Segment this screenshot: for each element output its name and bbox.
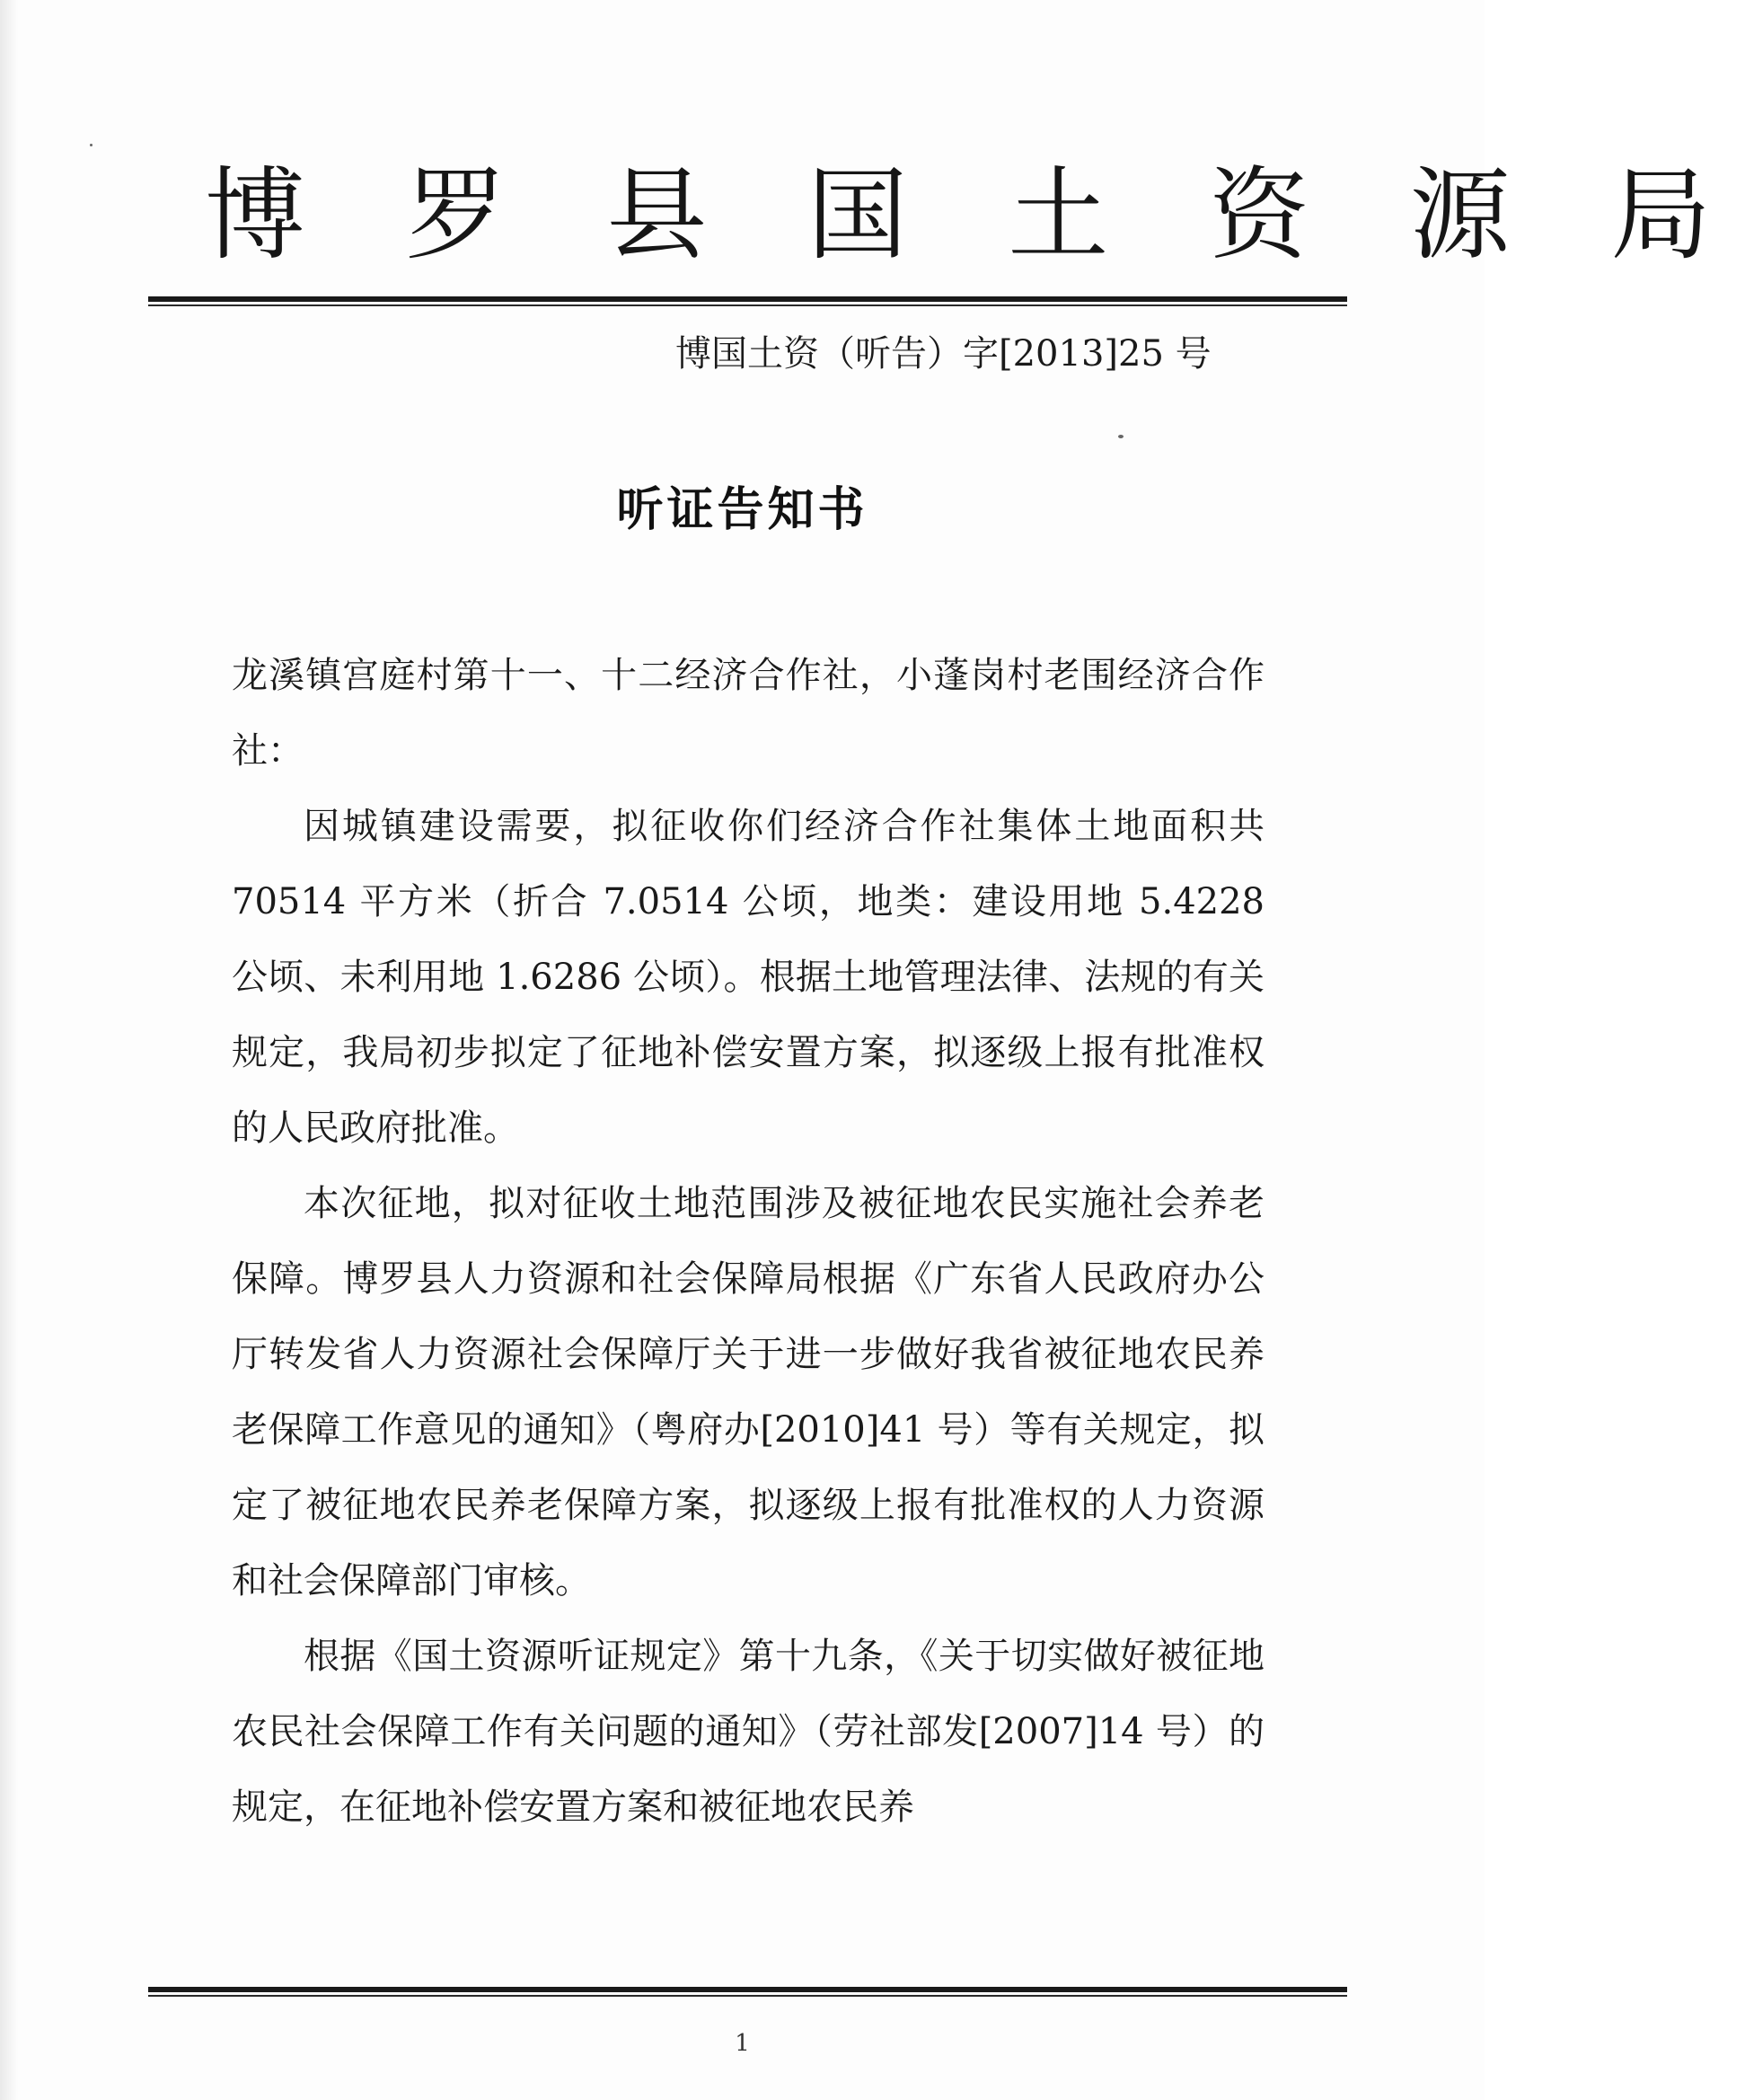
page-number: 1: [735, 2030, 750, 2057]
scan-speck: [90, 144, 93, 146]
notice-title: 听证告知书: [616, 483, 868, 537]
agency-header-title: 博 罗 县 国 土 资 源 局: [205, 157, 1745, 274]
addressee: 龙溪镇宫庭村第十一、十二经济合作社，小蓬岗村老围经济合作社：: [232, 655, 1265, 772]
scan-speck: [1118, 435, 1124, 438]
header-divider: [148, 296, 1347, 306]
body-paragraph-2: 本次征地，拟对征收土地范围涉及被征地农民实施社会养老保障。博罗县人力资源和社会保障局根据《广东省人民政府办公厅转发省人力资源社会保障厅关于进一步做好我省被征地农民养老保障工作意见的通知》（粤府办[2010]41 号）等有关规定，拟定了被征地农民养老保障方案，拟逐级上报有批准权的人力资源和社会保障部门审核。: [232, 1183, 1265, 1601]
notice-body: [232, 638, 1265, 1845]
scan-edge-shadow: [0, 0, 18, 2100]
body-paragraph-3: 根据《国土资源听证规定》第十九条，《关于切实做好被征地农民社会保障工作有关问题的通知》（劳社部发[2007]14 号）的规定，在征地补偿安置方案和被征地农民养: [232, 1636, 1265, 1828]
footer-divider: [148, 1987, 1347, 1997]
document-number: 博国土资（听告）字[2013]25 号: [675, 333, 1212, 375]
body-paragraph-1: 因城镇建设需要，拟征收你们经济合作社集体土地面积共 70514 平方米（折合 7.0514 公顷，地类：建设用地 5.4228 公顷、未利用地 1.6286 公顷）。根据土地管理法律、法规的有关规定，我局初步拟定了征地补偿安置方案，拟逐级上报有批准权的人民政府批准。: [232, 806, 1265, 1149]
